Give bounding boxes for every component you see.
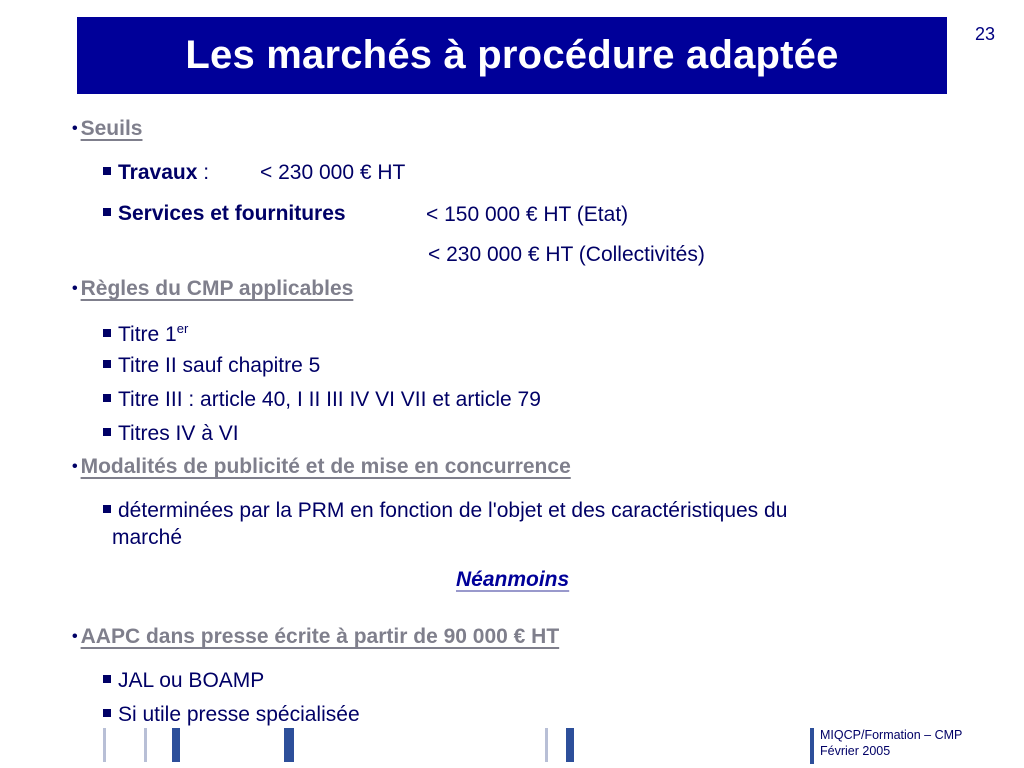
bullet-dot: • xyxy=(72,458,78,475)
services-value-etat: < 150 000 € HT (Etat) xyxy=(426,203,629,226)
slide-title: Les marchés à procédure adaptée xyxy=(185,33,839,77)
title-bar xyxy=(77,17,947,94)
travaux-label: Travaux xyxy=(118,161,198,184)
section-aapc xyxy=(72,625,559,649)
determinees-line-2: marché xyxy=(112,526,183,549)
square-bullet-icon xyxy=(103,360,111,368)
list-item-jal xyxy=(103,669,264,693)
titre-1-superscript: er xyxy=(176,321,189,336)
section-modalites xyxy=(72,455,571,479)
square-bullet-icon xyxy=(103,505,111,513)
travaux-separator: : xyxy=(197,161,210,184)
slide-number: 23 xyxy=(975,24,996,44)
list-item-determinees xyxy=(103,499,787,523)
determinees-line-1: déterminées par la PRM en fonction de l'objet et des caractéristiques du xyxy=(118,499,788,522)
section-regles xyxy=(72,277,353,301)
services-label: Services et fournitures xyxy=(118,202,346,225)
section-seuils xyxy=(72,117,142,141)
list-item-services xyxy=(103,202,346,226)
footer xyxy=(820,727,962,759)
decorative-bar xyxy=(103,728,106,762)
decorative-bar xyxy=(172,728,180,762)
list-item-titre-1 xyxy=(103,321,188,347)
decorative-bar xyxy=(566,728,574,762)
travaux-value: < 230 000 € HT xyxy=(260,161,406,184)
section-heading-aapc: AAPC dans presse écrite à partir de 90 000 € HT xyxy=(80,625,560,648)
decorative-bar xyxy=(545,728,548,762)
bullet-dot: • xyxy=(72,280,78,297)
decorative-bar xyxy=(810,728,814,764)
list-item-titre-3 xyxy=(103,388,541,412)
services-value-collectivites: < 230 000 € HT (Collectivités) xyxy=(428,243,705,266)
footer-line-2: Février 2005 xyxy=(820,744,891,758)
presse-text: Si utile presse spécialisée xyxy=(118,703,360,726)
section-heading-regles: Règles du CMP applicables xyxy=(80,277,354,300)
bullet-dot: • xyxy=(72,628,78,645)
footer-line-1: MIQCP/Formation – CMP xyxy=(820,728,963,742)
list-item-titres-4-6 xyxy=(103,422,239,446)
list-item-titre-2 xyxy=(103,354,320,378)
square-bullet-icon xyxy=(103,428,111,436)
titre-1-text: Titre 1 xyxy=(118,323,177,346)
jal-text: JAL ou BOAMP xyxy=(118,669,265,692)
titre-3-text: Titre III : article 40, I II III IV VI VII et article 79 xyxy=(118,388,541,411)
decorative-bar xyxy=(144,728,147,762)
list-item-presse xyxy=(103,703,360,727)
titre-2-text: Titre II sauf chapitre 5 xyxy=(118,354,321,377)
square-bullet-icon xyxy=(103,675,111,683)
square-bullet-icon xyxy=(103,329,111,337)
decorative-bar xyxy=(284,728,294,762)
neanmoins-label: Néanmoins xyxy=(456,568,570,591)
section-heading-seuils: Seuils xyxy=(80,117,143,140)
square-bullet-icon xyxy=(103,208,111,216)
square-bullet-icon xyxy=(103,394,111,402)
section-heading-modalites: Modalités de publicité et de mise en concurrence xyxy=(80,455,571,478)
bullet-dot: • xyxy=(72,120,78,137)
square-bullet-icon xyxy=(103,709,111,717)
list-item-travaux xyxy=(103,161,209,185)
titres-4-6-text: Titres IV à VI xyxy=(118,422,239,445)
square-bullet-icon xyxy=(103,167,111,175)
